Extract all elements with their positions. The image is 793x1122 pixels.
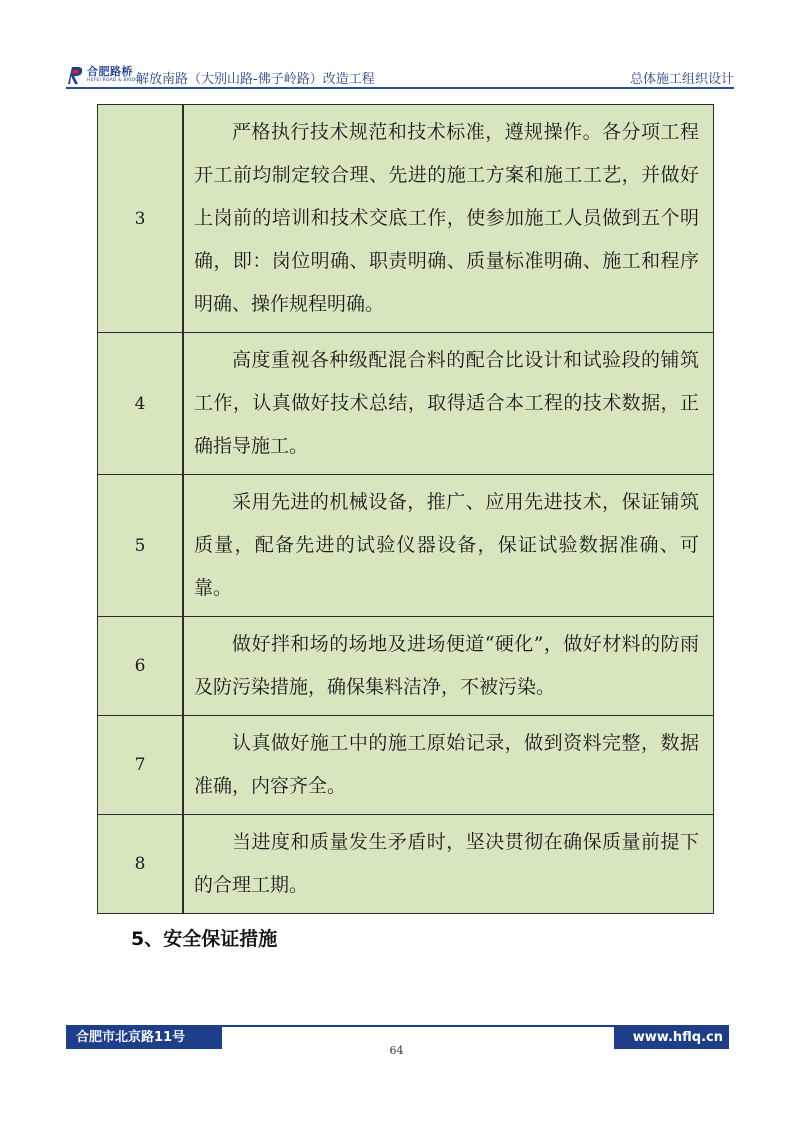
project-title: 解放南路（大别山路-佛子岭路）改造工程 [136,72,375,87]
description-line: 高度重视各种级配混合料的配合比设计和试验段的 [232,349,661,371]
company-logo-icon [66,65,84,85]
row-description [183,475,714,617]
description-line: 铺筑质量，配备先进的试验仪器设备，保证试验数据准 [194,491,699,556]
header-divider [66,87,734,89]
document-title: 总体施工组织设计 [629,72,734,87]
description-text [194,339,699,468]
row-number: 4 [98,333,184,475]
row-description [183,105,714,333]
row-number: 6 [98,617,184,716]
company-logo [66,64,142,86]
row-description [183,815,714,914]
footer-address: 合肥市北京路11号 [66,1027,222,1049]
description-line: 数据，正确指导施工。 [194,392,699,457]
row-description [183,617,714,716]
quality-measures-table [97,104,714,914]
description-text [194,111,699,326]
description-line: 艺，并做好上岗前的培训和技术交底工作，使参加施工 [194,164,699,229]
row-number: 3 [98,105,184,333]
description-line: 当进度和质量发生矛盾时，坚决贯彻在确保质量前 [232,831,661,853]
row-number: 7 [98,716,184,815]
description-line: 认真做好施工中的施工原始记录，做到资料完整， [232,732,661,754]
description-line: 严格执行技术规范和技术标准，遵规操作。各分项 [232,121,661,143]
section-heading: 5、安全保证措施 [131,928,278,950]
table-row [98,815,714,914]
row-description [183,333,714,475]
table-row [98,105,714,333]
description-line: 采用先进的机械设备，推广、应用先进技术，保证 [232,491,661,513]
row-number: 5 [98,475,184,617]
row-description [183,716,714,815]
row-number: 8 [98,815,184,914]
logo-english-name: HEFEI ROAD & BRIDGE [87,78,143,83]
description-text [194,481,699,610]
description-text [194,623,699,709]
description-line: 提下的合理工期。 [194,831,699,896]
description-line: 确、可靠。 [194,534,699,599]
description-line: 做好拌和场的场地及进场便道“硬化”，做好材料的 [232,633,661,655]
description-line: 铺筑工作，认真做好技术总结，取得适合本工程的技术 [194,349,699,414]
description-text [194,722,699,808]
description-line: 人员做到五个明确，即：岗位明确、职责明确、质量标 [194,207,699,272]
table-row [98,716,714,815]
description-line: 数据准确，内容齐全。 [194,732,699,797]
table-row [98,333,714,475]
logo-chinese-name: 合肥路桥 [87,65,133,78]
page-header [66,62,734,90]
description-line: 工程开工前均制定较合理、先进的施工方案和施工工 [194,121,699,186]
page-number: 64 [389,1044,404,1057]
description-text [194,821,699,907]
description-line: 准明确、施工和程序明确、操作规程明确。 [194,250,699,315]
footer-website: www.hflq.cn [614,1027,729,1049]
table-row [98,475,714,617]
table-row [98,617,714,716]
description-line: 防雨及防污染措施，确保集料洁净，不被污染。 [194,633,699,698]
